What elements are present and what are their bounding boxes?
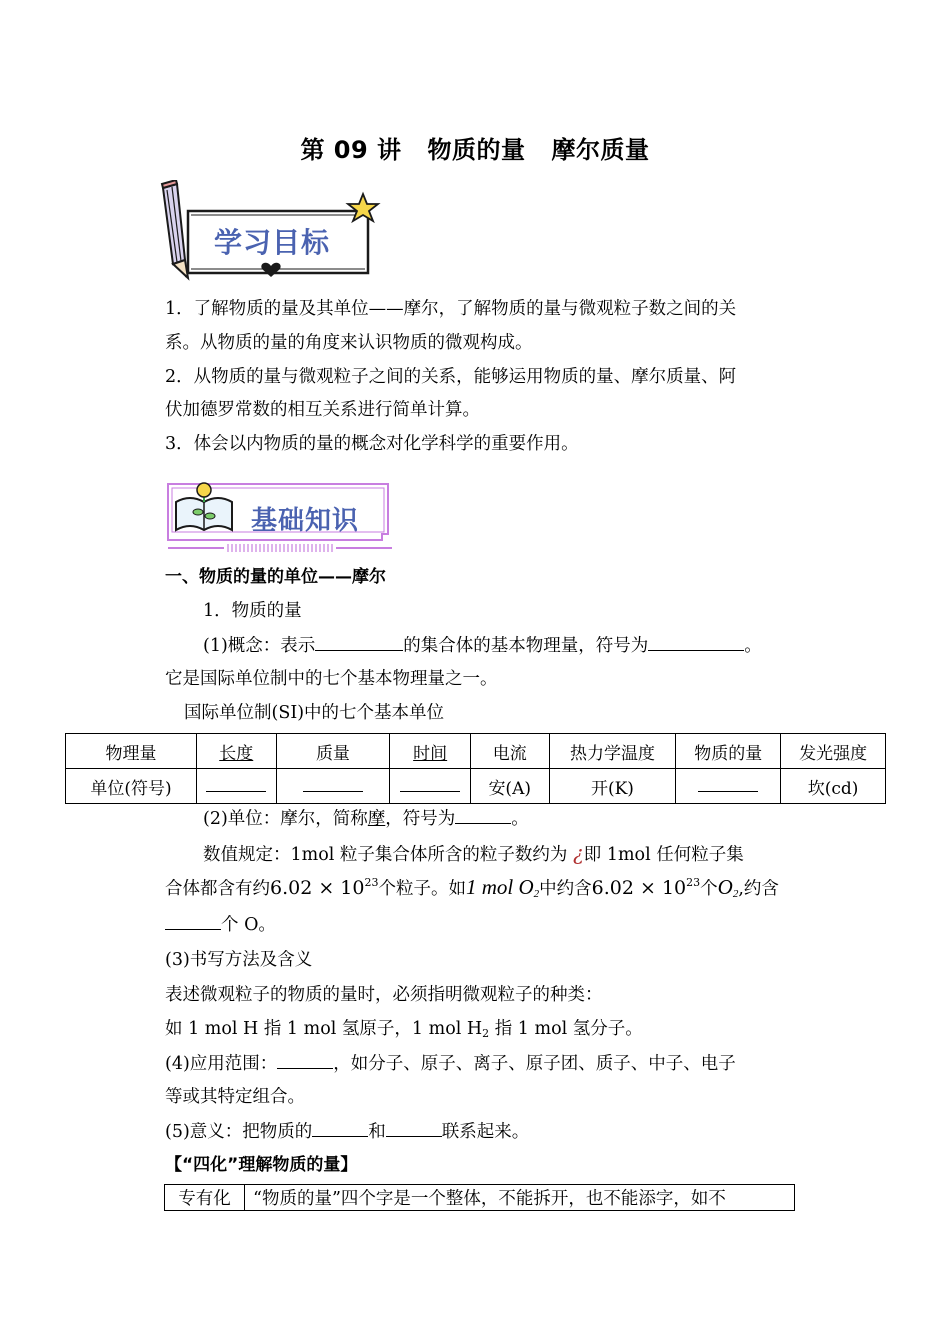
table-cell: [196, 769, 276, 804]
table-cell: [276, 769, 390, 804]
table-row: [66, 769, 886, 804]
goal-line-5: 3．体会以内物质的量的概念对化学科学的重要作用。: [165, 434, 579, 454]
si-units-table: [65, 733, 886, 804]
writing-description: 表述微观粒子的物质的量时，必须指明微观粒子的种类：: [165, 985, 603, 1005]
table-cell: 单位(符号): [66, 769, 197, 804]
four-aspects-table: [164, 1184, 795, 1211]
page-title: 第 09 讲 物质的量 摩尔质量: [300, 136, 650, 164]
goal-line-2: 系。从物质的量的角度来认识物质的微观构成。: [165, 333, 533, 353]
table-cell: [676, 769, 781, 804]
table-cell: 物质的量: [676, 734, 781, 769]
table-cell: 电流: [470, 734, 549, 769]
concept-continuation: 它是国际单位制中的七个基本物理量之一。: [165, 669, 498, 689]
meaning-line: (5)意义：把物质的 和 联系起来。: [165, 1122, 530, 1142]
learning-goals-label: 学习目标: [214, 226, 331, 259]
pencil-icon: [162, 180, 188, 278]
goal-line-3: 2．从物质的量与微观粒子之间的关系，能够运用物质的量、摩尔质量、阿: [165, 367, 737, 387]
scope-line: (4)应用范围： ，如分子、原子、离子、原子团、质子、中子、电子: [165, 1054, 736, 1074]
table-cell: 长度: [196, 734, 276, 769]
table-cell: 开(K): [549, 769, 676, 804]
table-cell: 物理量: [66, 734, 197, 769]
basic-knowledge-label: 基础知识: [251, 506, 360, 536]
example-line: 如 1 mol H 指 1 mol 氢原子，1 mol $H_2$ 指 1 mol 氢分子。: [165, 1019, 643, 1040]
numeric-rule-line-2: 合体都含有约$6.02 \times 10^{23}$个粒子。如1 mol $O_2$中约含$6.02 \times 10^{23}$个$O_2$,约含: [165, 875, 779, 900]
table-row: [66, 734, 886, 769]
concept-line: (1)概念：表示 的集合体的基本物理量，符号为 。: [203, 636, 762, 656]
table-row: [165, 1185, 795, 1211]
table-cell: 坎(cd): [781, 769, 886, 804]
unrendered-formula-glyph: ¿: [573, 841, 584, 865]
unit-line: (2)单位：摩尔，简称摩，符号为 。: [203, 809, 529, 829]
table-cell: 专有化: [165, 1185, 245, 1211]
scope-line-2: 等或其特定组合。: [165, 1087, 305, 1107]
table-cell: 热力学温度: [549, 734, 676, 769]
table-cell: 质量: [276, 734, 390, 769]
table-cell: 时间: [390, 734, 471, 769]
section-heading: 一、物质的量的单位——摩尔: [165, 567, 386, 587]
table-cell: 安(A): [470, 769, 549, 804]
numeric-rule-line-3: 个 O。: [165, 913, 276, 936]
numeric-rule-line: 数值规定：1mol 粒子集合体所含的粒子数约为 ¿即 1mol 任何粒子集: [203, 841, 744, 865]
four-aspects-title: 【“四化”理解物质的量】: [165, 1155, 358, 1175]
table-cell: 发光强度: [781, 734, 886, 769]
writing-title: (3)书写方法及含义: [165, 950, 313, 970]
subheading: 1．物质的量: [203, 601, 302, 621]
table-cell: [390, 769, 471, 804]
si-table-caption: 国际单位制(SI)中的七个基本单位: [184, 703, 445, 723]
table-cell: “物质的量”四个字是一个整体，不能拆开，也不能添字，如不: [245, 1185, 795, 1211]
goal-line-1: 1．了解物质的量及其单位——摩尔，了解物质的量与微观粒子数之间的关: [165, 299, 737, 319]
goal-line-4: 伏加德罗常数的相互关系进行简单计算。: [165, 400, 480, 420]
